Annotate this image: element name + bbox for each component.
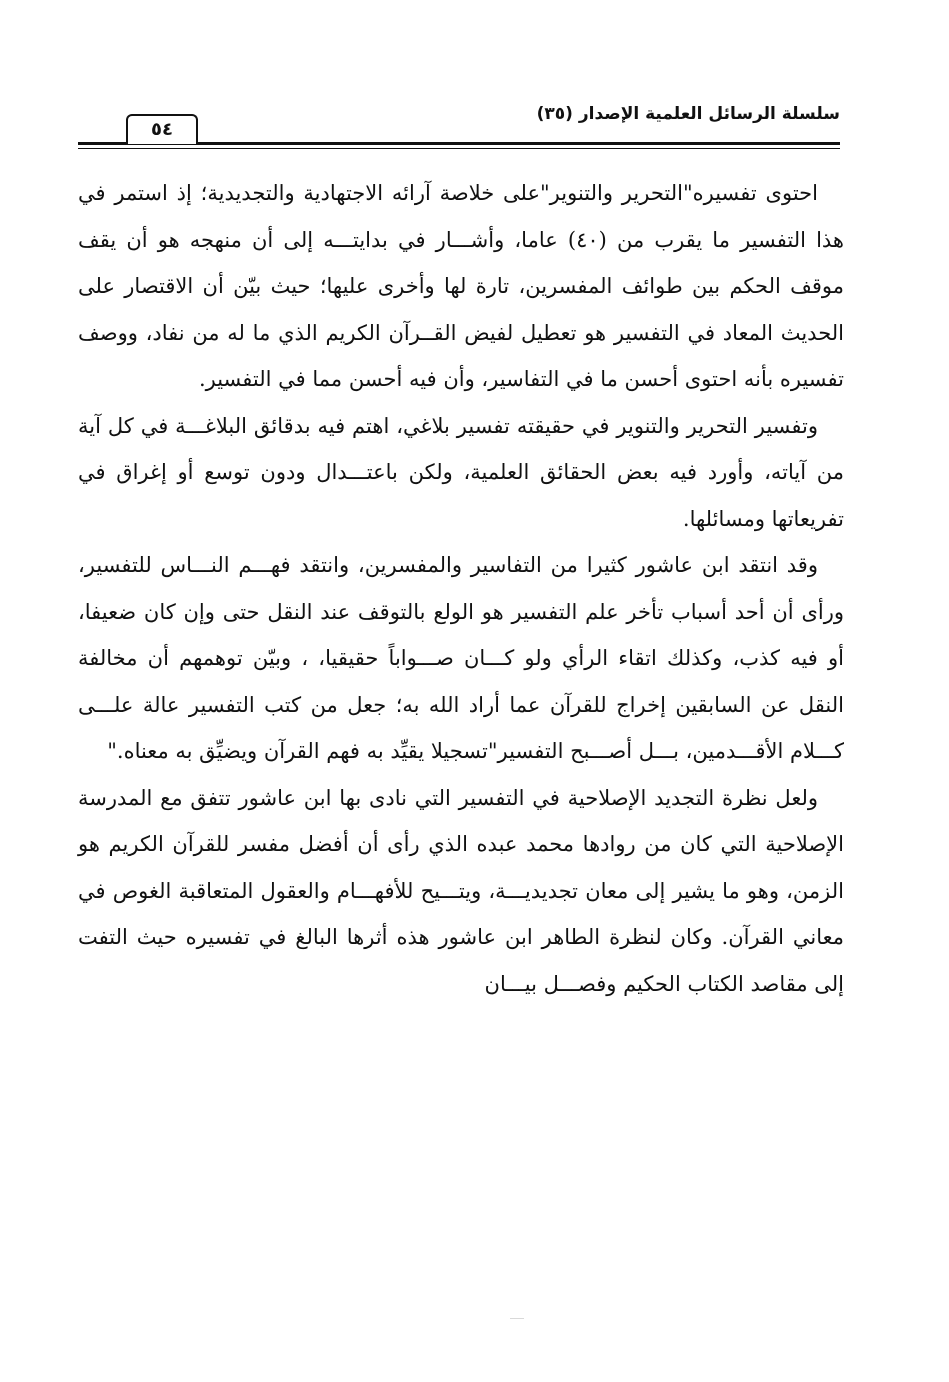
page-number: ٥٤ bbox=[126, 114, 198, 144]
paragraph-3: وقد انتقد ابن عاشور كثيرا من التفاسير والمفسرين، وانتقد فهـــم النـــاس للتفسير، ورأى أن أحد أسباب تأخر علم التفسير هو الولع بالتوقف عند النقل حتى وإن كان ضعيفا، أو فيه كذب، وكذلك اتقاء الرأي ولو كـــان صـــواباً حقيقيا، ، وبيّن توهمهم أن مخالفة النقل عن السابقين إخراج للقرآن عما أراد الله به؛ جعل من كتب التفسير عالة علـــى كـــلام الأقـــدمين، بـــل أصـــبح التفسير"تسجيلا يقيِّد به فهم القرآن ويضيِّق به معناه." bbox=[78, 553, 844, 763]
scan-artifact bbox=[510, 1318, 524, 1319]
body-text bbox=[78, 170, 844, 1007]
paragraph-2: وتفسير التحرير والتنوير في حقيقته تفسير بلاغي، اهتم فيه بدقائق البلاغـــة في كل آية من آياته، وأورد فيه بعض الحقائق العلمية، ولكن باعتـــدال ودون توسع أو إغراق في تفريعاتها ومسائلها. bbox=[78, 413, 844, 531]
paragraph-1: احتوى تفسيره"التحرير والتنوير"على خلاصة آرائه الاجتهادية والتجديدية؛ إذ استمر في هذا التفسير ما يقرب من (٤٠) عاما، وأشـــار في بدايتـــه إلى أن منهجه هو أن يقف موقف الحكم بين طوائف المفسرين، تارة لها وأخرى عليها؛ حيث بيّن أن الاقتصار على الحديث المعاد في التفسير هو تعطيل لفيض القــرآن الكريم الذي ما له من نفاد، ووصف تفسيره بأنه احتوى أحسن ما في التفاسير، وأن فيه أحسن مما في التفسير. bbox=[78, 181, 844, 391]
page-header bbox=[78, 98, 840, 150]
series-title: سلسلة الرسائل العلمية الإصدار (٣٥) bbox=[536, 104, 840, 124]
paragraph-4: ولعل نظرة التجديد الإصلاحية في التفسير التي نادى بها ابن عاشور تتفق مع المدرسة الإصلاحية التي كان من روادها محمد عبده الذي رأى أن أفضل مفسر للقرآن الكريم هو الزمن، وهو ما يشير إلى معان تجديديـــة، ويتـــيح للأفهـــام والعقول المتعاقبة الغوص في معاني القرآن. وكان لنظرة الطاهر ابن عاشور هذه أثرها البالغ في تفسيره حيث التفت إلى مقاصد الكتاب الحكيم وفصـــل بيـــان bbox=[78, 785, 844, 996]
header-rule-thin bbox=[78, 148, 840, 149]
